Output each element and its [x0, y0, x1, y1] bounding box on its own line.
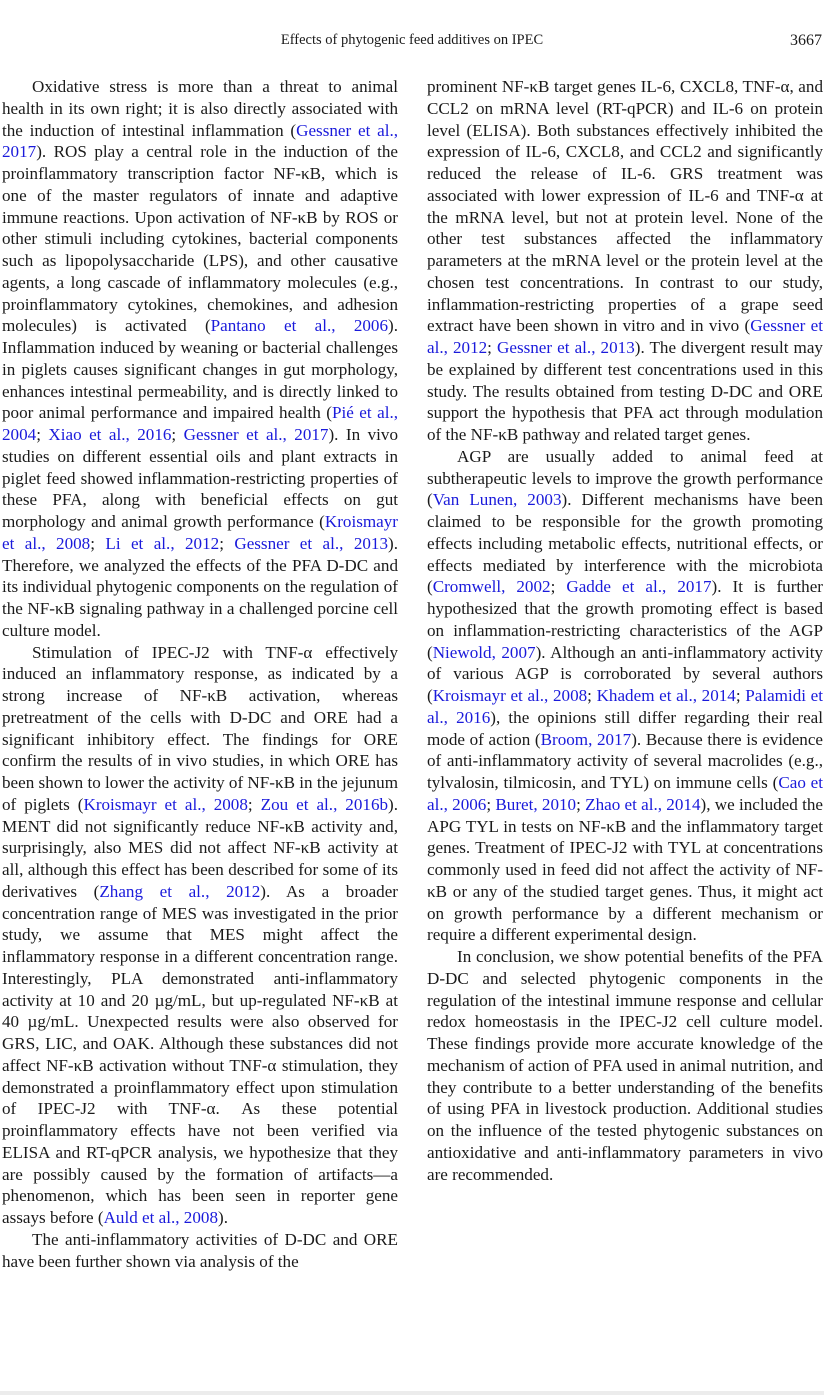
citation-link[interactable]: Pié et al., 2004 — [2, 403, 399, 444]
body-text: ). — [218, 1208, 228, 1227]
body-text: ; — [550, 577, 567, 597]
paragraph — [2, 1229, 398, 1273]
running-header — [0, 32, 824, 54]
body-text: ). Therefore, we analyzed the effects of the PFA D-DC and its individual phytogenic components on the regulation of the NF-κB signaling pathway in a challenged porcine cell culture model. — [2, 533, 398, 640]
body-text: ; — [219, 533, 235, 553]
citation-link[interactable]: Auld et al., 2008 — [103, 1208, 218, 1227]
citation-link[interactable]: Gessner et al., 2013 — [234, 533, 389, 553]
body-text: ), the opinions still differ regarding their real mode of action ( — [427, 707, 823, 749]
paragraph — [2, 642, 398, 1229]
paragraph — [427, 446, 823, 946]
body-text: Oxidative stress is more than a threat to animal health in its own right; it is also directly associated with the induction of intestinal inflammation ( — [2, 77, 398, 140]
body-text: ). As a broader concentration range of MES was investigated in the prior study, we assume that MES might affect the inflammatory response in a different concentration range. Interestingly, PLA demonstrated anti-inflammatory activity at 10 and 20 µg/mL, but up-regulated NF-κB at 40 µg/mL. Unexpected results were also observed for GRS, LIC, and OAK. Although these substances did not affect NF-κB activation without TNF-α stimulation, they demonstrated a proinflammatory effect upon stimulation of IPEC-J2 with TNF-α. As these potential proinflammatory effects have not been verified via ELISA and RT-qPCR analysis, we hypothesize that they are possibly caused by the formation of artifacts—a phenomenon, which has been seen in reporter gene assays before ( — [2, 881, 398, 1227]
citation-link[interactable]: Gessner et al., 2017 — [2, 120, 398, 162]
body-text: ; — [735, 686, 746, 705]
body-text: ; — [247, 794, 261, 814]
body-text: ). Because there is evidence of anti-inflammatory activity of several macrolides (e.g., tylvalosin, tilmicosin, and TYL) on immune cells ( — [427, 729, 823, 792]
body-text: ). In vivo studies on different essential oils and plant extracts in piglet feed showed inflammation-restricting properties of these PFA, along with beneficial effects on gut morphology and animal growth performance ( — [2, 425, 398, 531]
citation-link[interactable]: Van Lunen, 2003 — [432, 490, 562, 510]
page-bottom-edge — [0, 1391, 824, 1395]
citation-link[interactable]: Kroismayr et al., 2008 — [83, 794, 248, 814]
body-text: ). Different mechanisms have been claimed to be responsible for the growth promoting effects including metabolic effects, nutritional effects, or effects mediated by interference with the microbiota ( — [427, 490, 823, 597]
body-text: ). Although an anti-inflammatory activity of various AGP is corroborated by several authors ( — [427, 642, 823, 705]
body-text: ; — [90, 533, 106, 553]
paragraph — [427, 76, 823, 446]
citation-link[interactable]: Buret, 2010 — [495, 794, 577, 814]
left-column — [2, 76, 398, 1272]
body-text: ; — [171, 425, 184, 444]
body-text: ; — [587, 686, 597, 705]
citation-link[interactable]: Cao et al., 2006 — [427, 773, 823, 814]
citation-link[interactable]: Xiao et al., 2016 — [48, 425, 172, 444]
body-text: ), we included the APG TYL in tests on NF-κB and the inflammatory target genes. Treatment of IPEC-J2 with TYL at concentrations commonly used in feed did not affect the activity of NF-κB or any of the studied target genes. Thus, it might act on growth performance by a different mechanism or require a different experimental design. — [427, 794, 823, 945]
page-number: 3667 — [790, 32, 822, 49]
body-text: ). ROS play a central role in the induction of the proinflammatory transcription factor NF-κB, which is one of the master regulators of innate and adaptive immune reactions. Upon activation of NF-κB by ROS or other stimuli including cytokines, bacterial components such as lipopolysaccharide (LPS), and other causative agents, a long cascade of inflammatory molecules (e.g., proinflammatory cytokines, chemokines, and adhesion molecules) is activated ( — [2, 142, 398, 336]
citation-link[interactable]: Cromwell, 2002 — [432, 577, 551, 597]
citation-link[interactable]: Gessner et al., 2013 — [497, 338, 635, 357]
body-text: ). It is further hypothesized that the growth promoting effect is based on inflammation-restricting characteristics of the AGP ( — [427, 577, 823, 662]
citation-link[interactable]: Gessner et al., 2012 — [427, 316, 823, 357]
citation-link[interactable]: Palamidi et al., 2016 — [427, 686, 824, 727]
citation-link[interactable]: Zhao et al., 2014 — [585, 794, 701, 814]
citation-link[interactable]: Li et al., 2012 — [105, 533, 220, 553]
citation-link[interactable]: Kroismayr et al., 2008 — [432, 686, 588, 705]
body-text: prominent NF-κB target genes IL-6, CXCL8, TNF-α, and CCL2 on mRNA level (RT-qPCR) and IL-6 on protein level (ELISA). Both substances effectively inhibited the expression of IL-6, CXCL8, and CCL2 and significantly reduced the release of IL-6. GRS treatment was associated with lower expression of IL-6 and TNF-α at the mRNA level, but not at protein level. None of the other test substances affected the inflammatory parameters at the mRNA level or the protein level at the chosen test concentrations. In contrast to our study, inflammation-restricting properties of a grape seed extract have been shown in vitro and in vivo ( — [427, 77, 823, 336]
right-column — [427, 76, 823, 1185]
body-text: ). The divergent result may be explained by different test concentrations used in this study. The results obtained from testing D-DC and ORE support the hypothesis that PFA act through modulation of the NF-κB pathway and related target genes. — [427, 338, 823, 444]
body-text: ; — [486, 794, 496, 814]
body-text: Stimulation of IPEC-J2 with TNF-α effectively induced an inflammatory response, as indicated by a strong increase of NF-κB activation, whereas pretreatment of the cells with D-DC and ORE had a significant inhibitory effect. The findings for ORE confirm the results of in vivo studies, in which ORE has been shown to lower the activity of NF-κB in the jejunum of piglets ( — [2, 642, 399, 814]
citation-link[interactable]: Broom, 2017 — [540, 729, 632, 749]
body-text: ; — [576, 794, 586, 814]
paragraph — [2, 76, 398, 642]
citation-link[interactable]: Zou et al., 2016b — [260, 794, 389, 814]
body-text: AGP are usually added to animal feed at subtherapeutic levels to improve the growth performance ( — [427, 446, 823, 510]
body-text: The anti-inflammatory activities of D-DC and ORE have been further shown via analysis of the — [2, 1229, 398, 1271]
citation-link[interactable]: Gessner et al., 2017 — [183, 425, 329, 444]
body-text: ; — [487, 338, 498, 357]
citation-link[interactable]: Niewold, 2007 — [432, 642, 536, 662]
citation-link[interactable]: Pantano et al., 2006 — [210, 316, 389, 336]
body-text: In conclusion, we show potential benefits of the PFA D-DC and selected phytogenic components in the regulation of the intestinal immune response and cellular redox homeostasis in the IPEC-J2 cell culture model. These findings provide more accurate knowledge of the mechanism of action of PFA used in animal nutrition, and they contribute to a better understanding of the benefits of using PFA in livestock production. Additional studies on the influence of the tested phytogenic substances on antioxidative and anti-inflammatory parameters in vivo are recommended. — [427, 947, 823, 1184]
body-text: ; — [36, 425, 49, 444]
citation-link[interactable]: Khadem et al., 2014 — [596, 686, 736, 705]
citation-link[interactable]: Gadde et al., 2017 — [566, 577, 712, 597]
body-text: ). MENT did not significantly reduce NF-κB activity and, surprisingly, also MES did not affect NF-κB activity at all, although this effect has been described for some of its derivatives ( — [2, 794, 399, 901]
running-title: Effects of phytogenic feed additives on IPEC — [280, 32, 544, 48]
citation-link[interactable]: Kroismayr et al., 2008 — [2, 512, 398, 553]
body-text: ). Inflammation induced by weaning or bacterial challenges in piglets causes significant changes in gut morphology, enhances intestinal permeability, and is directly linked to poor animal performance and impaired health ( — [2, 316, 398, 423]
paragraph — [427, 946, 823, 1185]
citation-link[interactable]: Zhang et al., 2012 — [99, 881, 261, 901]
